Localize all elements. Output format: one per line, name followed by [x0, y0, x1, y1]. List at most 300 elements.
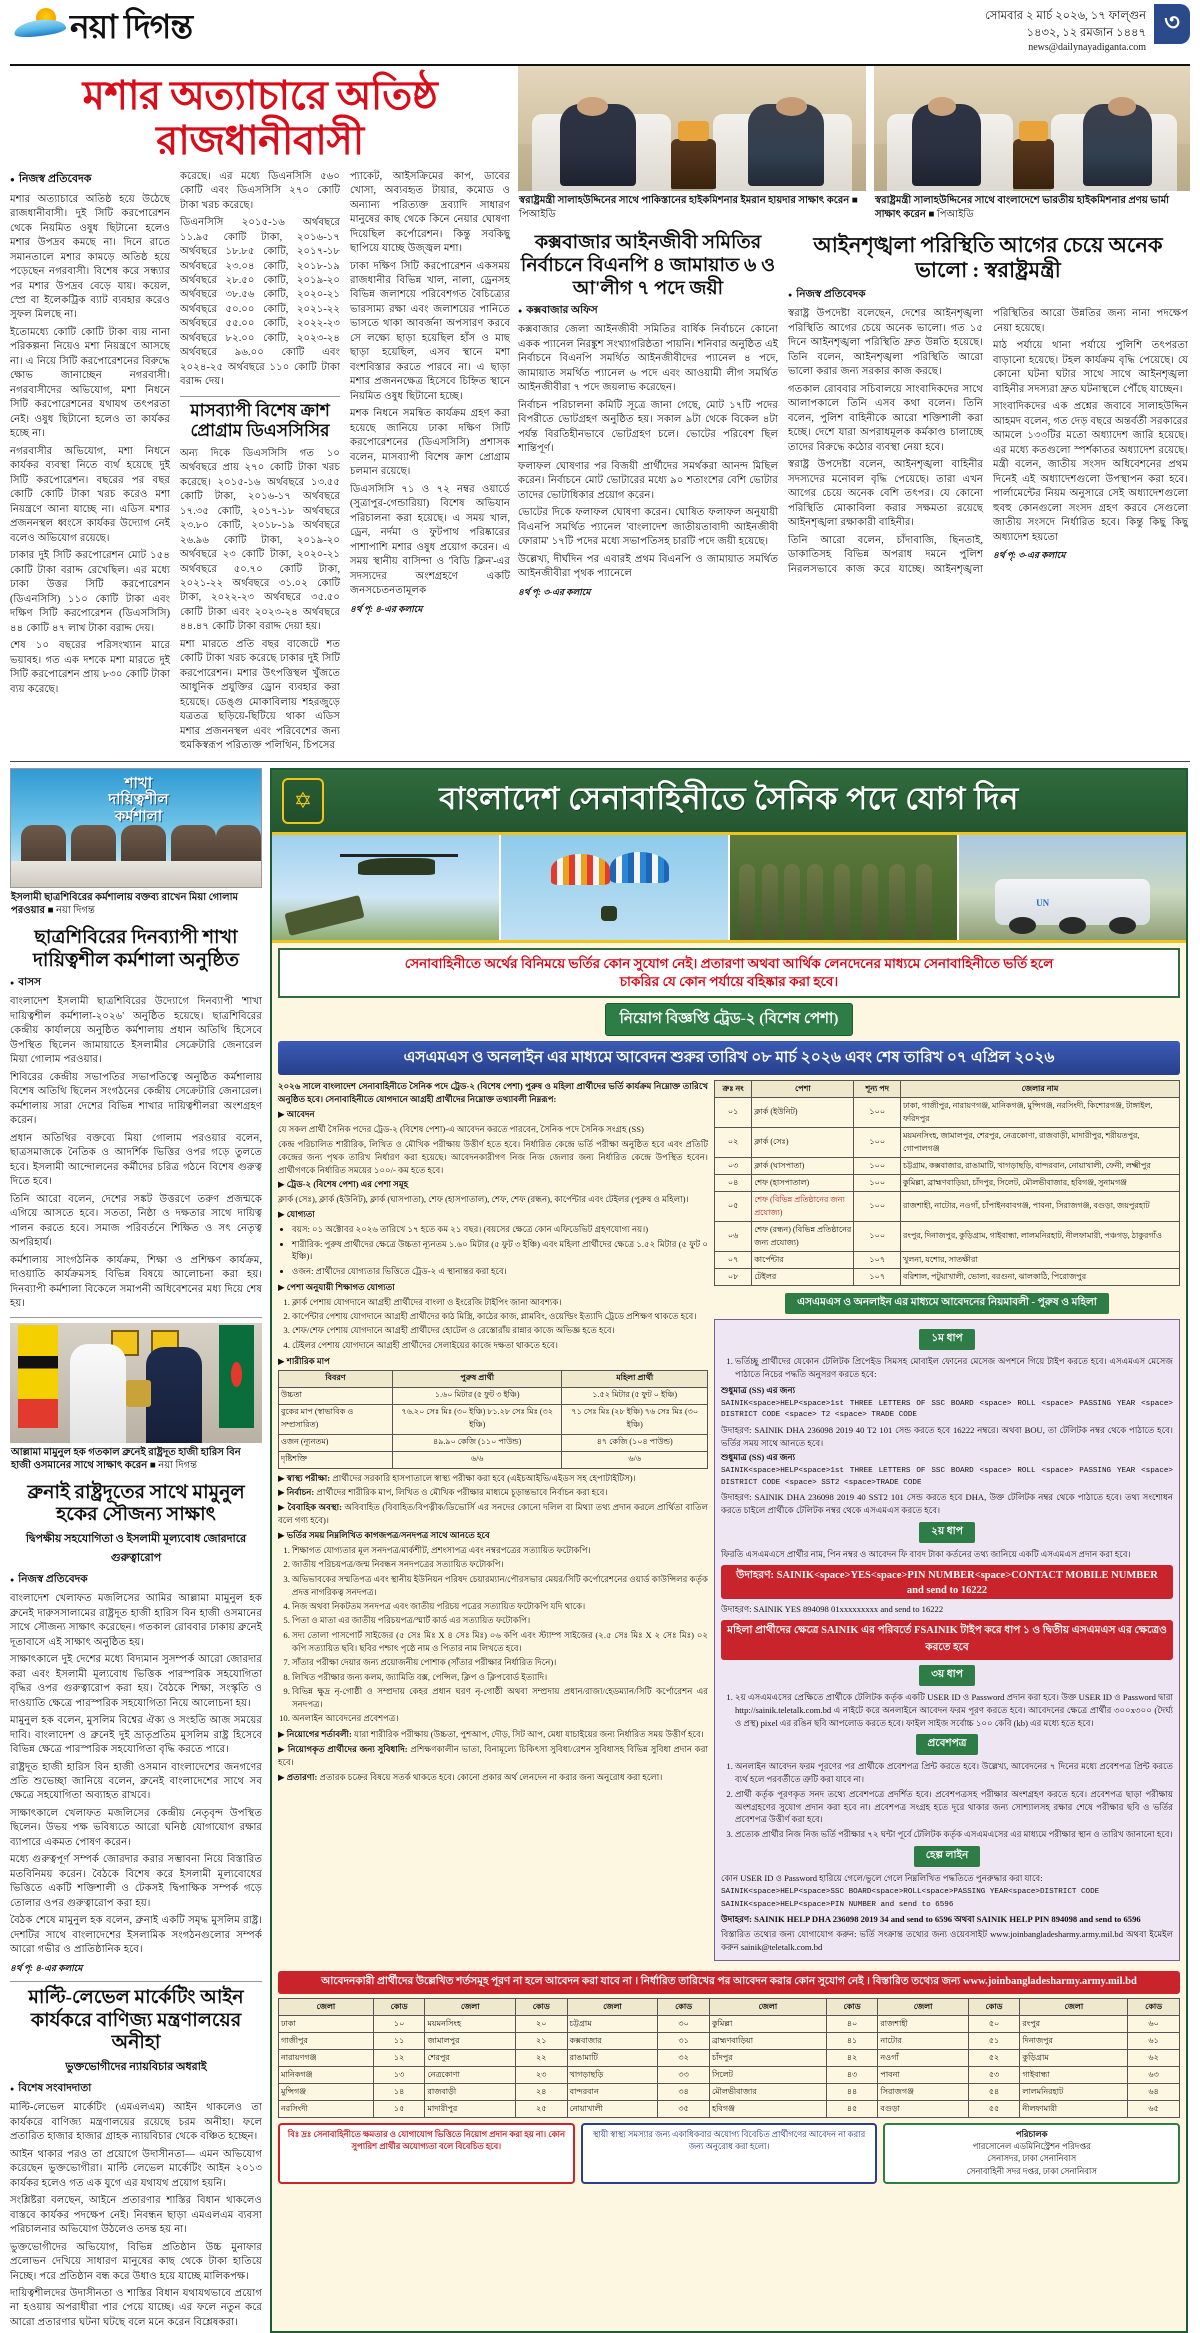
hm-p2: গতকাল রোববার সচিবালয়ে সাংবাদিকদের সাথে আলাপকালে তিনি এসব কথা বলেন। তিনি বলেন, পুলিশ বাহিনীকে আরো শক্তিশালী করা হচ্ছে। দেশে যারা অপরাধমূলক কর্মকাণ্ড চালাচ্ছে তাদের বিরুদ্ধে কঠোর ব্যবস্থা নেয়া হবে। — [788, 383, 983, 453]
footer-box-3-line-3: সেনাবাহিনী সদর দপ্তর, ঢাকা সেনানিবাস — [966, 2166, 1097, 2176]
district-name-cell: বান্দরবান — [567, 2084, 658, 2101]
sec11-title: ▶ নিয়োগকৃত প্রার্থীদের জন্য সুবিধাদি: প্রশিক্ষণকালীন ভাতা, বিনামূল্যে চিকিৎসা সুবিধা/রেশন সুবিধাসহ বিভিন্ন সুবিধা প্রদান করা হবে। — [278, 1743, 708, 1767]
brunei-p3: মামুনুল হক বলেন, মুসলিম বিশ্বের ঐক্য ও সংহতি আজ সময়ের দাবি। বাংলাদেশ ও ব্রুনেই দুই ভ্রাতৃপ্রতিম মুসলিম রাষ্ট্র হিসেবে বিভিন্ন ক্ষেত্রে পারস্পরিক সহযোগিতা বৃদ্ধি করতে পারে। — [10, 1715, 262, 1756]
sec9-title: ▶ ভর্তির সময় নিম্নলিখিত কাগজপত্র/সনদপত্র সাথে আনতে হবে — [278, 1530, 490, 1541]
dth-1: কোড — [373, 1999, 425, 2016]
lead-c3-p4: ডিএসসিসি ৭১ ও ৭২ নম্বর ওয়ার্ডে (সুত্রাপুর-গেন্ডারিয়া) বিশেষ অভিযান পরিচালনা করা হয়েছে। এ সময় খাল, ড্রেন, নর্দমা ও ফুটপাথ পরিষ্কারের পাশাপাশি মশার ওষুধ প্রয়োগ করেন। এ সময় স্থানীয় বাসিন্দা ও 'বিডি ক্লিন'-এর সদস্যদের অংশগ্রহণে একটি জনসচেতনতামূলক — [350, 483, 510, 597]
cb-p2: নির্বাচন পরিচালনা কমিটি সূত্রে জানা গেছে, মোট ১৭টি পদের বিপরীতে ভোটগ্রহণ অনুষ্ঠিত হয়। সকাল ৯টা থেকে বিকেল ৪টা পর্যন্ত বিরতিহীনভাবে ভোটগ্রহণ চলে। ভোটের পরিবেশ ছিল শান্তিপূর্ণ। — [518, 399, 778, 455]
district-code-cell: ৪১ — [826, 2033, 878, 2050]
table-row — [715, 1158, 1180, 1175]
sec6-title: ▶ স্বাস্থ্য পরীক্ষা: প্রার্থীদের সরকারি হাসপাতালে স্বাস্থ্য পরীক্ষা করা হবে (এইচআইভি/এইডস সহ হেপাটাইটিস)। — [278, 1472, 636, 1483]
lead-c2-p4: মশা মারতে প্রতি বছর বাজেটে শত কোটি টাকা খরচ করেছে ঢাকার দুই সিটি করপোরেশন। মশার উৎপত্তিস্থল খুঁজতে আধুনিক প্রযুক্তির ড্রোন ব্যবহার করা হয়েছে। ডেঙ্গু মোকাবিলায় শহরজুড়ে যত্রতত্র ছড়িয়ে-ছিটিয়ে থাকা এডিস মশার প্রজননস্থল এবং পরিবেশের জন্য হুমকিস্বরূপ পরিত্যক্ত পলিথিন, চিপসের — [180, 638, 340, 752]
table-row — [279, 2033, 1180, 2050]
district-code-cell: ২০ — [515, 2016, 567, 2033]
home-body-columns — [788, 307, 1188, 577]
photo-home-minister-india-envoy — [874, 66, 1190, 191]
district-name-cell: চাঁদপুর — [709, 2050, 826, 2067]
district-code-cell: ৪০ — [826, 2016, 878, 2033]
district-name-cell: নাটোর — [878, 2033, 968, 2050]
admit-item-0: 1. অনলাইন আবেদন ফরম পূরণের পর প্রার্থীকে প্রবেশপত্র প্রিন্ট করতে হবে। উল্লেখ্য, আবেদনের ৭ দিনের মধ্যে প্রবেশপত্র প্রিন্ট করতে ব্যর্থ হলে পরবর্তীতে ত্রুটি করা যাবে না। — [735, 1760, 1173, 1786]
district-code-cell: ২১ — [515, 2033, 567, 2050]
physical-measurement-table — [278, 1370, 708, 1469]
dth-5: কোড — [658, 1999, 710, 2016]
sms-line-1: SAINIK<space>HELP<space>1st THREE LETTERS OF SSC BOARD <space> ROLL <space> PASSING YEAR <space> DISTRICT CODE <space> T2 <space> TRADE CODE — [721, 1399, 1173, 1420]
dth-3: কোড — [515, 1999, 567, 2016]
lead-columns — [10, 170, 510, 757]
dth-4: জেলা — [567, 1999, 658, 2016]
sec9-item-7: 8. লিখিত পরীক্ষার জন্য কলম, জ্যামিতি বক্স, পেন্সিল, ক্লিপ ও ক্লিপবোর্ড ইত্যাদি। — [292, 1671, 708, 1684]
r0c1: ১.৬০ মিটার (৫ ফুট ৩ ইঞ্চি) — [392, 1387, 561, 1404]
sec9-item-5: 6. সদ্য তোলা পাসপোর্ট সাইজের (৫ সেঃ মিঃ X ৪ সেঃ মিঃ) ০৬ কপি এবং স্ট্যাম্প সাইজের (২.৫ সেঃ মিঃ X ২ সেঃ মিঃ) ০২ কপি সত্যায়িত ছবি। ছবির পশ্চাৎ পৃষ্ঠে নাম ও পিতার নাম লিখতে হবে। — [292, 1629, 708, 1655]
district-code-cell: ৬৫ — [1128, 2101, 1180, 2118]
contact-email[interactable]: news@dailynayadiganta.com — [1028, 42, 1146, 54]
top-zone — [10, 66, 1190, 757]
hm-p1: স্বরাষ্ট্র উপদেষ্টা বলেছেন, দেশের আইনশৃঙ্খলা পরিস্থিতি আগের চেয়ে অনেক ভালো। গত ১৫ দিনে আইনশৃঙ্খলা পরিস্থিতি দ্রুত উন্নতি হয়েছে। তিনি বলেন, আইনশৃঙ্খলা পরিস্থিতি আরো ভালো করার জন্য সরকার কাজ করছে। — [788, 308, 983, 378]
district-code-cell: ৪৪ — [826, 2084, 878, 2101]
step2-title: ২য় ধাপ — [919, 1522, 975, 1543]
sec1-title: ▶ আবেদন — [278, 1109, 315, 1120]
dth-2: জেলা — [425, 1999, 515, 2016]
lead-p4: ঢাকার দুই সিটি করপোরেশন মোট ১৫৪ কোটি টাকা বরাদ্দ রেখেছিল। এর মধ্যে ঢাকা উত্তর সিটি করপোরেশন (ডিএনসিসি) ১১০ কোটি টাকা এবং দক্ষিণ সিটি করপোরেশন (ডিএসসিসি) ৪৪ কোটি ৪৭ লাখ টাকা বরাদ্দ দেয়। — [10, 550, 170, 634]
cb-p4: ভোটের দিকে ফলাফল ঘোষণা করেন। ঘোষিত ফলাফল অনুযায়ী বিএনপি সমর্থিত প্যানেল 'বাংলাদেশ জাতীয়তাবাদী আইনজীবী ফোরাম' ১৭টি পদের মধ্যে সভাপতিসহ চারটি পদে জয়ী হয়েছে। — [518, 507, 778, 548]
help-sms-2: SAINIK<space>HELP<space>PIN NUMBER and send to 6596 — [721, 1901, 954, 1910]
district-code-cell: ২২ — [515, 2050, 567, 2067]
v6c1: কার্পেন্টার — [752, 1252, 854, 1269]
th-0: বিবরণ — [279, 1370, 393, 1387]
v4c2: ১০০ — [854, 1192, 901, 1222]
footer-box-3 — [883, 2123, 1180, 2184]
step2-example: উদাহরণ: SAINIK<space>YES<space>PIN NUMBER<space>CONTACT MOBILE NUMBER and send to 16222 — [721, 1565, 1173, 1599]
r1c1: ৭৬.২০ সেঃ মিঃ (৩০ ইঞ্চি) ৮১.২৮ সেঃ মিঃ (৩২ ইঞ্চি) — [392, 1404, 561, 1434]
sec4-item-1: 2. কার্পেন্টার পেশায় যোগদানে আগ্রহী প্রার্থীদের কাঠ মিস্ত্রি, কাঠের কাজ, প্লামবিং, ওয়েল্ডিং ইত্যাদি ট্রেডে প্রশিক্ষণ থাকতে হবে। — [292, 1310, 708, 1323]
footer-box-3-line-2: সেনাসদর, ঢাকা সেনানিবাস — [987, 2154, 1077, 2164]
lead-c3-p3: মশক নিধনে সমন্বিত কার্যক্রম গ্রহণ করা হয়েছে জানিয়ে ঢাকা দক্ষিণ সিটি করপোরেশনের (ডিএসসিসি) প্রশাসক বলেন, মাসব্যাপী বিশেষ ক্রাশ প্রোগ্রাম চলমান রয়েছে। — [350, 408, 510, 478]
district-name-cell: বগুড়া — [878, 2101, 968, 2118]
district-code-cell: ৪৫ — [826, 2101, 878, 2118]
district-code-cell: ৪৩ — [826, 2067, 878, 2084]
step1-list — [735, 1355, 1173, 1381]
district-name-cell: হবিগঞ্জ — [709, 2101, 826, 2118]
district-code-table — [278, 1998, 1180, 2118]
shibir-workshop-photo — [11, 769, 261, 887]
mlm-kicker: ভুক্তভোগীদের ন্যায়বিচার অধরাই — [65, 2061, 207, 2074]
army-ad-left-col — [278, 1080, 708, 1961]
hm-jump[interactable]: ৪র্থ পৃ: ৩-এর কলামে — [993, 550, 1066, 561]
shibir-p3: প্রধান অতিথির বক্তব্যে মিয়া গোলাম পরওয়ার বলেন, ছাত্রসমাজকে নৈতিক ও আদর্শিক ভিত্তির ওপর গড়ে তুলতে হবে। ইসলামী আন্দোলনের কর্মীদের চরিত্র গঠনে বিশেষ গুরুত্ব দিতে হবে। — [10, 1132, 262, 1188]
lead-c2-p1: করেছে। এর মধ্যে ডিএনসিসি ৫৬০ কোটি এবং ডিএসসিসি ২৭০ কোটি টাকা খরচ করেছে। — [180, 170, 340, 211]
district-header-row — [279, 1999, 1180, 2016]
district-name-cell: জামালপুর — [425, 2033, 515, 2050]
sec7-title: ▶ নির্বাচন: প্রার্থীদের শারীরিক মাপ, লিখিত ও মৌখিক পরীক্ষার মাধ্যমে চূড়ান্তভাবে নির্বাচন করা হবে। — [278, 1487, 608, 1498]
sec3-item-1: • শারীরিক: পুরুষ প্রার্থীদের ক্ষেত্রে উচ্চতা ন্যূনতম ১.৬০ মিটার (৫ ফুট ৩ ইঞ্চি) এবং মহিলা প্রার্থীদের ক্ষেত্রে ১.৫২ মিটার (৫ ফুট ০ ইঞ্চি)। — [292, 1238, 708, 1264]
mlm-p5: দায়িত্বশীলদের উদাসীনতা ও শাস্তির বিধান যথাযথভাবে প্রয়োগ না হওয়ায় অপরাধীরা পার পেয়ে যাচ্ছে। এর ফলে নতুন করে আরো প্রতারণার ঘটনা ঘটছে বলে মনে করেন বিশ্লেষকরা। — [10, 2288, 262, 2328]
v3c1: শেফ (হাসপাতাল) — [752, 1175, 854, 1192]
date-line-1: সোমবার ২ মার্চ ২০২৬, ১৭ ফাল্গুন — [985, 10, 1146, 22]
v6c2: ১০৭ — [854, 1252, 901, 1269]
step1-title-wrap — [721, 1328, 1173, 1350]
lead-p5: শেষ ১০ বছরের পরিসংখ্যান মারে ভয়াবহ। গত এক দশকে মশা মারতে দুই সিটি করপোরেশন প্রায় ৮৩০ কোটি টাকা ব্যয় করেছে। — [10, 640, 170, 695]
admit-card-title: প্রবেশপত্র — [916, 1734, 979, 1755]
newspaper-logo[interactable] — [10, 6, 192, 52]
hm-p6: সাংবাদিকদের এক প্রশ্নের জবাবে সালাহউদ্দিন আহমদ বলেন, গত দেড় বছরে অন্তর্বর্তী সরকারের আমলে ১৩৩টির মতো অধ্যাদেশ জারি হয়েছে। এর মধ্যে কতগুলো স্পর্শকাতর অধ্যাদেশ রয়েছে। মন্ত্রী বলেন, জাতীয় সংসদ অধিবেশনের প্রথম দিনেই এই অধ্যাদেশগুলো উপস্থাপন করা হবে। পার্লামেন্টের নিয়ম অনুসারে সেই অধ্যাদেশগুলো হুবহু কোনগুলো সংসদ গ্রহণ করবে সেগুলো জাতীয় সংসদে নির্ধারিত হবে। কিন্তু কিছু কিছু অধ্যাদেশ হয়তো — [993, 401, 1188, 543]
district-code-cell: ৩৪ — [658, 2084, 710, 2101]
table-row — [279, 2050, 1180, 2067]
footer-box-3-title: পরিচালক — [1015, 2130, 1048, 2140]
army-crest-icon: ✡ — [282, 778, 324, 824]
v2c2: ১০০ — [854, 1158, 901, 1175]
lead-jump-line[interactable]: ৪র্থ পৃ: ৪-এর কলামে — [350, 603, 423, 614]
step3-title-wrap — [721, 1664, 1173, 1686]
table-row — [715, 1269, 1180, 1286]
photo-caption-1: স্বরাষ্ট্রমন্ত্রী সালাহউদ্দিনের সাথে পাকিস্তানের হাইকমিশনার ইমরান হায়দার সাক্ষাৎ করেন ■ পিআইডি — [519, 195, 858, 220]
dth-7: কোড — [826, 1999, 878, 2016]
female-applicant-note: মহিলা প্রার্থীদের ক্ষেত্রে SAINIK এর পরিবর্তে FSAINIK টাইপ করে ধাপ ১ ও দ্বিতীয় এসএমএস এর ক্ষেত্রেও করতে হবে — [721, 1620, 1173, 1660]
brunei-p1: বাংলাদেশ খেলাফত মজলিসের আমির আল্লামা মামুনুল হক ব্রুনেই দারুসসালামের রাষ্ট্রদূত হাজী হারিস বিন হাজী ওসমানের সাথে সৌজন্য সাক্ষাৎ করেছেন। গতকাল রোববার ঢাকায় ব্রুনেই দূতাবাসে এই সাক্ষাৎ অনুষ্ঠিত হয়। — [10, 1593, 262, 1648]
district-name-cell: গাজীপুর — [279, 2033, 374, 2050]
district-code-cell: ৩৫ — [658, 2101, 710, 2118]
footer-box-3-line-1: পারসোনেল এডমিনিস্ট্রেশন পরিদপ্তর — [972, 2142, 1091, 2152]
v1c2: ১০০ — [854, 1128, 901, 1158]
table-row — [715, 1098, 1180, 1128]
table-row — [715, 1128, 1180, 1158]
brunei-p6: মধ্যে গুরুত্বপূর্ণ সম্পর্ক জোরদার করার সম্ভাবনা নিয়ে বিস্তারিত মতবিনিময় করেন। বৈঠকে বিশেষ করে ইসলামী মূল্যবোধের ভিত্তিতে একটি শক্তিশালী ও টেকসই দ্বিপাক্ষিক সম্পর্ক গড়ে তোলার ওপর গুরুত্বারোপ করা হয়। — [10, 1854, 262, 1909]
sec4-item-3: 4. টেইলর পেশায় যোগদানে আগ্রহী প্রার্থীদের সেলাইয়ের কাজে দক্ষতা থাকতে হবে। — [292, 1339, 708, 1352]
lead-c3-p2: ঢাকা দক্ষিণ সিটি করপোরেশন একসময় রাজধানীর বিভিন্ন খাল, নালা, ড্রেনসহ বিভিন্ন জলাশয়ে পরিবেশগত বৈচিত্র্যের ভারসাম্য রক্ষা এবং জলাশয়ের পানিতে ভাসতে থাকা আবর্জনা অপসারণ করবে সে লক্ষ্যে ছাড়া হয়েছিল হাঁস ও মাছ ছাড়া হয়েছিল, এসব স্থানে মশা বংশবিস্তার করতে পারবে না। এ ছাড়া মশার প্রজননক্ষেত্র হিসেবে চিহ্নিত স্থানে নিয়মিত ওষুধ ছিটানো হচ্ছে। — [350, 260, 510, 402]
district-code-cell: ৬২ — [1128, 2050, 1180, 2067]
sms-steps-panel — [714, 1319, 1180, 1961]
right-stories — [518, 227, 1190, 600]
hm-p3: স্বরাষ্ট্র উপদেষ্টা বলেন, আইনশৃঙ্খলা বাহিনীর সদস্যদের মনোবল বৃদ্ধি পেয়েছে। তারা এখন আগের চেয়ে অনেক বেশি তৎপর। যে কোনো পরিস্থিতি মোকাবিলা করার সক্ষমতা রয়েছে আইনশৃঙ্খলা রক্ষাকারী বাহিনীর। — [788, 459, 983, 529]
sec1-text: যে সকল প্রার্থী সৈনিক পদের ট্রেড-২ (বিশেষ পেশা)-এ আবেদন করতে পারবেন, সৈনিক পদে সৈনিক সংগ্রহ (SS) — [278, 1123, 644, 1134]
army-recruitment-ad — [270, 768, 1188, 2333]
th-1: পুরুষ প্রার্থী — [392, 1370, 561, 1387]
v1c0: ০২ — [715, 1128, 752, 1158]
mlm-byline: ● বিশেষ সংবাদদাতা — [10, 2081, 262, 2098]
v7c0: ০৮ — [715, 1269, 752, 1286]
district-name-cell: চট্টগ্রাম — [567, 2016, 658, 2033]
district-name-cell: মৌলভীবাজার — [709, 2084, 826, 2101]
vacancy-header-row — [715, 1081, 1180, 1098]
shibir-caption: ইসলামী ছাত্রশিবিরের কর্মশালায় বক্তব্য রাখেন মিয়া গোলাম পরওয়ার ■ নয়া দিগন্ত — [11, 891, 239, 917]
step1-item-0: 1. ভর্তিচ্ছু প্রার্থীদের যেকোন টেলিটক প্রিপেইড সিমসহ মোবাইল ফোনের মেসেজ অপশনে গিয়ে টাইপ করতে হবে। এসএমএস মেসেজ পাঠাতে নিচের পদ্ধতি অনুসরণ করতে হবে: — [735, 1355, 1173, 1381]
lead-c2-p2: ডিএনসিসি ২০১৫-১৬ অর্থবছরে ১১.৯৫ কোটি টাকা, ২০১৬-১৭ অর্থবছরে ১৮.৮৫ কোটি, ২০১৭-১৮ অর্থবছরে ২৩.০৪ কোটি, ২০১৮-১৯ অর্থবছরে ২৮.৫০ কোটি, ২০১৯-২০ অর্থবছরে ৩৮.৫৬ কোটি, ২০২০-২১ অর্থবছরে ৫০.০০ কোটি, ২০২১-২২ অর্থবছরে ৫৫.০০ কোটি, ২০২২-২৩ অর্থবছরে ৮২.০০ কোটি, ২০২৩-২৪ অর্থবছরে ৯৬.০০ কোটি এবং ২০২৪-২৫ অর্থবছরে ১১০ কোটি টাকা বরাদ্দ দেয়। — [180, 217, 340, 388]
district-code-cell: ৫৫ — [968, 2101, 1020, 2118]
table-row — [715, 1222, 1180, 1252]
photo-block-2 — [874, 66, 1190, 225]
help-sms-1: SAINIK<space>HELP<space>SSC BOARD<space>ROLL<space>PASSING YEAR<space>DISTRICT CODE — [721, 1887, 1100, 1896]
table-row — [715, 1252, 1180, 1269]
district-code-cell: ১০ — [373, 2016, 425, 2033]
table-row — [279, 2067, 1180, 2084]
photo-caption-2: স্বরাষ্ট্রমন্ত্রী সালাহউদ্দিনের সাথে বাংলাদেশে ভারতীয় হাইকমিশনার প্রণয় ভার্মা সাক্ষাৎ করেন ■ পিআইডি — [875, 195, 1170, 220]
mlm-p2: আইন থাকার পরও তা প্রয়োগে উদাসীনতা— এমন অভিযোগ করেছেন ভুক্তভোগীরা। মাল্টি লেভেল মার্কেটিং আইন ২০১৩ কার্যকর হলেও গত এক যুগে এর যথাযথ প্রয়োগ হয়নি। — [10, 2148, 262, 2189]
mlm-p1: মাল্টি-লেভেল মার্কেটিং (এমএলএম) আইন থাকলেও তা কার্যকরে বাণিজ্য মন্ত্রণালয়ের রয়েছে চরম অনীহা। ফলে প্রতারিত হাজার হাজার গ্রাহক ন্যায়বিচার থেকে বঞ্চিত হচ্ছেন। — [10, 2102, 262, 2143]
parachute-photo — [501, 835, 730, 940]
cb-p1: কক্সবাজার জেলা আইনজীবী সমিতির বার্ষিক নির্বাচনে কোনো একক প্যানেল নিরঙ্কুশ সংখ্যাগরিষ্ঠতা পায়নি। শনিবার অনুষ্ঠিত এই নির্বাচনে বিএনপি সমর্থিত আইনজীবীদের প্যানেল ৪ পদে, জামায়াত সমর্থিত প্যানেল ৬ পদে এবং আওয়ামী লীগ সমর্থিত আইনজীবীরা ৭ পদে জয়লাভ করেছেন। — [518, 324, 778, 394]
district-name-cell: রাঙামাটি — [567, 2050, 658, 2067]
district-name-cell: নোয়াখালী — [567, 2101, 658, 2118]
r3c0: দৃষ্টিশক্তি — [279, 1451, 393, 1468]
sec2-text: ক্লার্ক (সেঃ), ক্লার্ক (ইউনিট), ক্লার্ক (ঘাসপাতা), শেফ (হাসপাতাল), শেফ, শেফ (রন্ধন), কার্পেন্টার এবং টেইলর (পুরুষ ও মহিলা)। — [278, 1194, 689, 1205]
army-photo-strip — [272, 835, 1186, 943]
sec1-text2: কেন্দ্র পরিচালিত শারীরিক, লিখিত ও মৌখিক পরীক্ষায় উত্তীর্ণ হতে হবে। নির্ধারিত কেন্দ্রে ভর্তি পরীক্ষা অনুষ্ঠিত হবে এবং প্রতিটি কেন্দ্রের জন্য পৃথক তারিখ নির্ধারণ করা হয়েছে। আবেদনকারীগণ নিজ নিজ জেলার জন্য নির্ধারিত কেন্দ্রে উপস্থিত হবেন। প্রার্থীগণকে নির্ধারিত সময়ের ১০০/- কম হতে হবে। — [278, 1138, 708, 1175]
district-name-cell: শেরপুর — [425, 2050, 515, 2067]
district-code-cell: ৩১ — [658, 2033, 710, 2050]
brunei-kicker: দ্বিপক্ষীয় সহযোগিতা ও ইসলামী মূল্যবোধ জোরদারে গুরুত্বারোপ — [25, 1533, 247, 1565]
table-row — [279, 2084, 1180, 2101]
district-name-cell: কুমিল্লা — [709, 2016, 826, 2033]
r1c0: বুকের মাপ (স্বাভাবিক ও সম্প্রসারিত) — [279, 1404, 393, 1434]
cb-p3: ফলাফল ঘোষণার পর বিজয়ী প্রার্থীদের সমর্থকরা আনন্দ মিছিল করেন। নির্বাচনে মোট ভোটারের মধ্যে ৯০ শতাংশের বেশি ভোটার তাদের ভোটাধিকার প্রয়োগ করেন। — [518, 460, 778, 501]
district-code-cell: ৫২ — [968, 2050, 1020, 2067]
sms-format-label-2: শুধুমাত্র (SS) এর জন্য — [721, 1452, 796, 1463]
district-name-cell: নারায়ণগঞ্জ — [279, 2050, 374, 2067]
v4c3: রাজশাহী, নাটোর, নওগাঁ, চাঁপাইনবাবগঞ্জ, পাবনা, সিরাজগঞ্জ, বগুড়া, জয়পুরহাট — [900, 1192, 1179, 1222]
sec3-item-0: • বয়স: ০১ অক্টোবর ২০২৬ তারিখে ১৭ হতে কম ২১ বছর। (বয়সের ক্ষেত্রে কোন এফিডেভিট গ্রহণযোগ্য নয়।) — [292, 1223, 708, 1236]
sec2-title: ▶ ট্রেড-২ (বিশেষ পেশা) এর পেশা সমূহ — [278, 1179, 409, 1190]
district-code-cell: ২৫ — [515, 2101, 567, 2118]
top-right-zone — [518, 66, 1190, 757]
v5c0: ০৬ — [715, 1222, 752, 1252]
cb-jump[interactable]: ৪র্থ পৃ: ৩-এর কলামে — [518, 586, 591, 597]
district-name-cell: মুন্সিগঞ্জ — [279, 2084, 374, 2101]
district-name-cell: গাইবান্ধা — [1020, 2067, 1128, 2084]
photo-home-minister-pak-envoy — [518, 66, 866, 191]
section-rule — [10, 761, 1190, 762]
lead-p1: মশার অত্যাচারে অতিষ্ঠ হয়ে উঠেছে রাজধানীবাসী। দুই সিটি করপোরেশন থেকে নিয়মিত ওষুধ ছিটানো হলেও মশার উপদ্রব কমছে না। দিনে রাতে সমানতালে মশার কামড়ে অতিষ্ঠ হয়ে পড়েছেন নগরবাসী। বিশেষ করে সন্ধ্যার পর মশার উপদ্রব বেড়ে যায়। কয়েল, স্প্রে বা ইলেকট্রিক ব্যাট ব্যবহার করেও সুফল মিলছে না। — [10, 193, 170, 321]
lead-col-3 — [350, 170, 510, 757]
army-ad-body — [272, 1080, 1186, 1967]
photo-block-1 — [518, 66, 866, 225]
shibir-p4: তিনি আরো বলেন, দেশের সঙ্কট উত্তরণে তরুণ প্রজন্মকে এগিয়ে আসতে হবে। সততা, নিষ্ঠা ও দক্ষতার সাথে দায়িত্ব পালন করতে হবে। সমাজ পরিবর্তনে শিক্ষিত ও সৎ নেতৃত্ব অপরিহার্য। — [10, 1193, 262, 1249]
masthead-right — [985, 6, 1190, 56]
sec10-title: ▶ নিয়োগের শর্তাবলী: যারা শারীরিক পরীক্ষায় (উচ্চতা, পুশআপ, দৌড়, সিট আপ, মেধা যাচাইয়ের জন্য নির্ধারিত সময় উত্তীর্ণ হবে। — [278, 1729, 704, 1740]
lead-story — [10, 66, 510, 757]
top-photo-row — [518, 66, 1190, 225]
dth-10: জেলা — [1020, 1999, 1128, 2016]
district-name-cell: দিনাজপুর — [1020, 2033, 1128, 2050]
sms-line-2: SAINIK<space>HELP<space>1st THREE LETTERS OF SSC BOARD <space> ROLL <space> PASSING YEAR <space> DISTRICT CODE <space> SST2 <space>TRADE CODE — [721, 1467, 1173, 1487]
help-email[interactable]: বিস্তারিত তথ্যের জন্য যোগাযোগ করুন: ভর্তি সংক্রান্ত তথ্যের জন্য ওয়েবসাইট www.joinbangladesharmy.army.mil.bd অথবা ইমেইল করুন sainik@teletalk.com.bd — [721, 1929, 1173, 1953]
step2-text: ফিরতি এসএমএসে প্রার্থীর নাম, পিন নম্বর ও আবেদন ফি বাবদ টাকা কর্তনের তথ্য জানিয়ে একটি এসএমএস প্রদান করা হবে। — [721, 1548, 1131, 1559]
brunei-p5: সাক্ষাৎকালে খেলাফত মজলিসের কেন্দ্রীয় নেতৃবৃন্দ উপস্থিত ছিলেন। উভয় পক্ষ ভবিষ্যতে আরো ঘনিষ্ঠ যোগাযোগ রক্ষার ব্যাপারে একমত পোষণ করেন। — [10, 1807, 262, 1848]
sms-line-1-note: উদাহরণ: SAINIK DHA 236098 2019 40 T2 101 সেন্ড করতে হবে 16222 নম্বরে। অথবা BOU, তা টেলিটক নম্বর থেকে পাঠাতে হবে। ভর্তির সময় সাথে আনতে হবে। — [721, 1424, 1173, 1448]
vacancy-district-table — [714, 1080, 1180, 1286]
r0c2: ১.৫২ মিটার (৫ ফুট ০ ইঞ্চি) — [562, 1387, 708, 1404]
lead-p2: ইতোমধ্যে কোটি কোটি টাকা ব্যয় নানা পরিকল্পনা নিয়েও মশা নিয়ন্ত্রণে আসছে না। এ নিয়ে সিটি করপোরেশনের বিরুদ্ধে ক্ষোভ জানাচ্ছেন নগরবাসী। নগরবাসীদের অভিযোগ, মশা নিধনে সিটি করপোরেশনের যথাযথ তৎপরতা নেই। ওষুধ ছিটানো হলেও তা কার্যকর হচ্ছে না। — [10, 326, 170, 440]
v7c2: ১০৭ — [854, 1269, 901, 1286]
district-code-cell: ৬৩ — [1128, 2067, 1180, 2084]
v7c3: বরিশাল, পটুয়াখালী, ভোলা, বরগুনা, ঝালকাঠি, পিরোজপুর — [900, 1269, 1179, 1286]
district-name-cell: নরসিংদী — [279, 2101, 374, 2118]
sec5-title: ▶ শারীরিক মাপ — [278, 1355, 330, 1366]
sec9-item-0: 1. শিক্ষাগত যোগ্যতার মূল সনদপত্র/মার্কশীট, প্রশংসাপত্র এবং নম্বরপত্রের সত্যায়িত ফটোকপি। — [292, 1544, 708, 1557]
sms-title-wrap — [714, 1292, 1180, 1314]
sec9-item-3: 4. নিজ অথবা নিকটতম সনদপত্র এবং জাতীয় পরিচয় পত্রের সত্যায়িত ফটোকপি যদি থাকে। — [292, 1600, 708, 1613]
district-code-cell: ৬০ — [1128, 2016, 1180, 2033]
sec9-item-4: 5. পিতা ও মাতা এর জাতীয় পরিচয়পত্র/স্মার্ট কার্ড এর সত্যায়িত ফটোকপি। — [292, 1614, 708, 1627]
brunei-headline: ব্রুনাই রাষ্ট্রদূতের সাথে মামুনুল হকের সৌজন্য সাক্ষাৎ — [27, 1481, 245, 1526]
sec8-title: ▶ বৈবাহিক অবস্থা: অবিবাহিত (বিবাহিত/বিপত্নীক/ডিভোর্সি এর সনদের কোনো দলিল বা মিথ্যা তথ্য প্রদান করলে প্রার্থিতা বাতিল বলে গণ্য হবে)। — [278, 1502, 708, 1526]
district-name-cell: ময়মনসিংহ — [425, 2016, 515, 2033]
district-code-cell: ২৪ — [515, 2084, 567, 2101]
table-row — [279, 1451, 708, 1468]
coxsbazar-headline: কক্সবাজার আইনজীবী সমিতির নির্বাচনে বিএনপি ৪ জামায়াত ৬ ও আ'লীগ ৭ পদে জয়ী — [520, 232, 776, 299]
sec3-list — [292, 1223, 708, 1278]
dth-11: কোড — [1128, 1999, 1180, 2016]
v7c1: টেইলর — [752, 1269, 854, 1286]
sms-format-label-1: শুধুমাত্র (SS) এর জন্য — [721, 1385, 796, 1396]
help-example: উদাহরণ: SAINIK HELP DHA 236098 2019 34 and send to 6596 অথবা SAINIK HELP PIN 894098 and send to 6596 — [721, 1914, 1141, 1925]
v4c1: শেফ (বিভিন্ন প্রতিষ্ঠানের জন্য প্রযোজ্য) — [752, 1192, 854, 1222]
brunei-meeting-photo — [10, 1323, 262, 1443]
district-code-cell: ১৩ — [373, 2067, 425, 2084]
admit-list — [735, 1760, 1173, 1840]
army-ad-title: বাংলাদেশ সেনাবাহিনীতে সৈনিক পদে যোগ দিন — [439, 780, 1019, 816]
v5c2: ১০০ — [854, 1222, 901, 1252]
district-name-cell: ঢাকা — [279, 2016, 374, 2033]
sec9-item-1: 2. জাতীয় পরিচয়পত্র/জন্ম নিবন্ধন সনদপত্রের সত্যায়িত ফটোকপি। — [292, 1558, 708, 1571]
ad-footer-red-note: আবেদনকারী প্রার্থীদের উল্লেখিত শর্তসমূহ পূরণ না হলে আবেদন করা যাবে না । নির্ধারিত তারিখের পর আবেদন করার কোন সুযোগ নেই । বিস্তারিত তথ্যের জন্য www.joinbangladesharmy.army.mil.bd — [278, 1971, 1180, 1994]
brunei-byline: ● নিজস্ব প্রতিবেদক — [10, 1572, 262, 1589]
table-row — [715, 1192, 1180, 1222]
shibir-photo-ad — [10, 768, 262, 888]
left-column — [10, 768, 262, 2333]
hm-p5: মাঠ পর্যায়ে থানা পর্যায়ে পুলিশি তৎপরতা বাড়ানো হয়েছে। টহল কার্যক্রম বৃদ্ধি পেয়েছে। যে কোনো ঘটনা ঘটার সাথে সাথে আইনশৃঙ্খলা বাহিনীর সদস্যরা দ্রুত ঘটনাস্থলে পৌঁছে যাচ্ছেন। — [993, 340, 1188, 395]
district-code-cell: ৫১ — [968, 2033, 1020, 2050]
notice-title-wrap — [272, 1003, 1186, 1036]
admit-item-2: 3. প্রত্যেক প্রার্থীর নিজ নিজ ভর্তি পরীক্ষার ৭২ ঘন্টা পূর্বে টেলিটক কর্তৃক এসএমএসের এর মাধ্যমে পরীক্ষার স্থান ও তারিখ জানানো হবে। — [735, 1828, 1173, 1841]
district-name-cell: নওগাঁ — [878, 2050, 968, 2067]
story-home-minister — [788, 227, 1188, 600]
notice-title: নিয়োগ বিজ্ঞপ্তি ট্রেড-২ (বিশেষ পেশা) — [605, 1003, 854, 1036]
left-divider-2 — [10, 1981, 262, 1982]
district-name-cell: খাগড়াছড়ি — [567, 2067, 658, 2084]
sec9-item-2: 3. অভিভাবকের সম্মতিপত্র এবং স্থানীয় ইউনিয়ন পরিষদ চেয়ারম্যান/পৌরসভার মেয়র/সিটি কর্পোরেশনের ওয়ার্ড কাউন্সিলর কর্তৃক প্রদত্ত নাগরিকত্ব সনদপত্র। — [292, 1573, 708, 1599]
district-code-cell: ১২ — [373, 2050, 425, 2067]
help-title-wrap — [721, 1845, 1173, 1867]
army-ad-banner — [272, 770, 1186, 835]
district-code-cell: ৫০ — [968, 2016, 1020, 2033]
ad-footer-strip — [272, 2123, 1186, 2190]
step2-note: উদাহরণ: SAINIK YES 894098 01xxxxxxxxx and send to 16222 — [721, 1603, 944, 1614]
district-name-cell: সিরাজগঞ্জ — [878, 2084, 968, 2101]
cb-p5: উল্লেখ্য, দীর্ঘদিন পর এবারই প্রথম বিএনপি ও জামায়াত সমর্থিত আইনজীবীরা পৃথক প্যানেলে — [518, 553, 778, 580]
shibir-p1: বাংলাদেশ ইসলামী ছাত্রশিবিরের উদ্যোগে দিনব্যাপী 'শাখা দায়িত্বশীল কর্মশালা-২০২৬' অনুষ্ঠিত হয়েছে। ছাত্রশিবিরের কেন্দ্রীয় কার্যালয়ে অনুষ্ঠিত কর্মশালায় প্রধান অতিথি হিসেবে উপস্থিত ছিলেন জামায়াতে ইসলামীর সেক্রেটারি জেনারেল মিয়া গোলাম পরওয়ার। — [10, 996, 262, 1066]
left-divider-1 — [10, 1317, 262, 1318]
footer-box-2: স্থায়ী স্বাস্থ্য সমস্যার জন্য একাধিকবার অযোগ্য বিবেচিত প্রার্থীগণের আবেদন না করার জন্য অনুরোধ করা হলো। — [581, 2123, 878, 2184]
dth-0: জেলা — [279, 1999, 374, 2016]
help-text: কোন USER ID ও Password হারিয়ে গেলে/ভুলে গেলে নিম্নলিখিত পদ্ধতিতে পুনরুদ্ধার করা যাবে: — [721, 1872, 1043, 1883]
admit-item-1: 2. প্রার্থী কর্তৃক পূরণকৃত সনদ তথ্যে প্রবেশপত্রে প্রদর্শিত হবে। প্রবেশপত্রসহ পরীক্ষার অংশগ্রহণ করতে হবে। প্রবেশপত্র ছাড়া পরীক্ষায় অংশগ্রহণের সুযোগ প্রদান করা হবে না। প্রবেশপত্র সংগ্রহ হতে দূরে থাকার জন্য সোশ্যালসহ রক্ষার শেষে পরীক্ষার ছবি ও ভর্তির প্রবেশপত্র উত্তীর্ণ করা হবে। — [735, 1788, 1173, 1827]
army-ad-warning — [278, 948, 1180, 998]
v2c1: ক্লার্ক (ঘাসপাতা) — [752, 1158, 854, 1175]
sec9-item-8: 9. বিভিন্ন ক্ষুদ্র নৃ-গোষ্ঠী ও সম্প্রদায় কেহর প্রধান ঘরণ নৃ-গোষ্ঠী অথবা সম্প্রদায় প্রধান/রাজা/হেডম্যান/সিটি কর্পোরেশন এর সনদপত্র। — [292, 1685, 708, 1711]
troops-formation-photo — [730, 835, 959, 940]
v4c0: ০৫ — [715, 1192, 752, 1222]
step3-title: ৩য় ধাপ — [919, 1665, 975, 1686]
coxsbazar-byline: ● কক্সবাজার অফিস — [518, 303, 778, 320]
lead-c3-p1: প্যাকেট, আইসক্রিমের কাপ, ডাবের খোসা, অব্যবহৃত টায়ার, কমোড ও অন্যান্য পরিত্যক্ত দ্রব্যাদি সাধারণ মানুষের কাছ থেকে কিনে নেয়ার ঘোষণা দিয়েছিল কর্পোরেশন। কিন্তু সবকিছু ছাপিয়ে যাচ্ছে উজ্জ্বল মশা। — [350, 170, 510, 255]
lead-col-1 — [10, 170, 170, 757]
table-row — [279, 1387, 708, 1404]
district-code-cell: ৪২ — [826, 2050, 878, 2067]
v1c1: ক্লার্ক (সেঃ) — [752, 1128, 854, 1158]
r1c2: ৭১ সেঃ মিঃ (২৮ ইঞ্চি) ৭৬ সেঃ মিঃ (৩০ ইঞ্চি) — [562, 1404, 708, 1434]
district-name-cell: নেত্রকোণা — [425, 2067, 515, 2084]
vth-2: শূন্য পদ — [854, 1081, 901, 1098]
table-row — [279, 2101, 1180, 2118]
sec9-item-6: 7. সাঁতার পরীক্ষা দেয়ার জন্য প্রয়োজনীয় পোশাক (সাঁতার পরীক্ষার নির্ধারিত দিনে)। — [292, 1656, 708, 1669]
army-ad-right-col — [714, 1080, 1180, 1961]
district-name-cell: ব্রাহ্মণবাড়িয়া — [709, 2033, 826, 2050]
district-code-cell: ৬৪ — [1128, 2084, 1180, 2101]
sec12-title: ▶ প্রতারণা: প্রতারক চক্রের বিষয়ে সতর্ক থাকতে হবে। কোনো প্রকার অর্থ লেনদেন না করার জন্য অনুরোধ করা হলো। — [278, 1771, 663, 1782]
helicopter-missile-photo — [272, 835, 501, 940]
sec9-item-9: 10. অনলাইন আবেদনের প্রবেশপত্র। — [292, 1712, 708, 1725]
table-row — [715, 1175, 1180, 1192]
v0c1: ক্লার্ক (ইউনিট) — [752, 1098, 854, 1128]
shibir-agency: ● বাসস — [10, 975, 262, 992]
warning-line-2: চাকরির যে কোন পর্যায়ে বহিষ্কার করা হবে। — [619, 974, 839, 990]
brunei-p4: রাষ্ট্রদূত হাজী হারিস বিন হাজী ওসমান বাংলাদেশের জনগণের প্রতি শুভেচ্ছা জানিয়ে বলেন, ব্রুনেই বাংলাদেশের সাথে সব ক্ষেত্রে সহযোগিতা অব্যাহত রাখবে। — [10, 1761, 262, 1802]
mlm-p4: ভুক্তভোগীদের অভিযোগ, বিভিন্ন প্রতিষ্ঠান উচ্চ মুনাফার প্রলোভন দেখিয়ে সাধারণ মানুষের কাছ থেকে টাকা হাতিয়ে নিচ্ছে। পরে প্রতিষ্ঠান বন্ধ করে উধাও হয়ে যাচ্ছে মালিকপক্ষ। — [10, 2241, 262, 2282]
district-code-cell: ১৫ — [373, 2101, 425, 2118]
lead-col-2 — [180, 170, 340, 757]
district-code-cell: ৫৪ — [968, 2084, 1020, 2101]
v6c3: খুলনা, যশোর, সাতক্ষীরা — [900, 1252, 1179, 1269]
vth-0: ক্রঃ নং — [715, 1081, 752, 1098]
logo-text: নয়া দিগন্ত — [70, 9, 193, 46]
masthead — [10, 6, 1190, 62]
date-line-2: ১৪৩২, ১২ রমজান ১৪৪৭ — [1026, 26, 1146, 39]
lead-p3: নগরবাসীর অভিযোগ, মশা নিধনে কার্যকর ব্যবস্থা নিতে ব্যর্থ হয়েছে দুই সিটি করপোরেশন। বছরের পর বছর কোটি কোটি টাকা খরচ করেও মশা নিয়ন্ত্রণে আনা যাচ্ছে না। এডিস মশার প্রজননস্থল ধ্বংসে কার্যকর উদ্যোগ নেই বলেও অভিযোগ রয়েছে। — [10, 445, 170, 544]
lead-headline: মশার অত্যাচারে অতিষ্ঠ রাজধানীবাসী — [82, 73, 438, 163]
dth-6: জেলা — [709, 1999, 826, 2016]
brunei-p2: সাক্ষাৎকালে দুই দেশের মধ্যে বিদ্যমান সুসম্পর্ক আরো জোরদার করা এবং ইসলামী মূল্যবোধ ভিত্তিক পারস্পরিক সহযোগিতা বৃদ্ধির ওপর গুরুত্বারোপ করা হয়। বৈঠকে শিক্ষা, সংস্কৃতি ও দাওয়াতি ক্ষেত্রে পারস্পরিক সহযোগিতা নিয়ে আলোচনা হয়। — [10, 1654, 262, 1709]
v6c0: ০৭ — [715, 1252, 752, 1269]
story-coxsbazar — [518, 227, 778, 600]
lead-subhead-dsccc: মাসব্যাপী বিশেষ ক্রাশ প্রোগ্রাম ডিএসসিসির — [180, 396, 340, 442]
shibir-p5: কর্মশালায় সাংগঠনিক কার্যক্রম, শিক্ষা ও প্রশিক্ষণ কার্যক্রম, দাওয়াতি কার্যক্রমসহ বিভিন্ন বিষয়ে আলোচনা করা হয়। দিনব্যাপী কর্মশালা বিকেলে সমাপনী অধিবেশনের মধ্য দিয়ে শেষ হয়। — [10, 1254, 262, 1310]
district-name-cell: মানিকগঞ্জ — [279, 2067, 374, 2084]
brunei-jump[interactable]: ৪র্থ পৃ: ৪-এর কলামে — [10, 1962, 83, 1973]
v3c3: কুমিল্লা, ব্রাহ্মণবাড়িয়া, চাঁদপুর, সিলেট, মৌলভীবাজার, হবিগঞ্জ, সুনামগঞ্জ — [900, 1175, 1179, 1192]
step3-item-0: 1. ২য় এসএমএসের প্রেক্ষিতে প্রার্থীকে টেলিটক কর্তৃক একটি USER ID ও Password প্রদান করা হবে। উক্ত USER ID ও Password দ্বারা http://sainik.teletalk.com.bd এ নাইটে করে অনলাইনে আবেদন ফরম পূরণ করতে হবে। আবেদনের ক্ষেত্রে প্রার্থীর ৩০০x৩০০ (দৈর্ঘ্য ও প্রস্থ) pixel এর রঙিন ছবি আপলোড করতে হবে। ফাইল সাইজ সর্বোচ্চ ১০০ কেবি (kb) এর মধ্যে হতে হবে। — [735, 1691, 1173, 1730]
help-line-title: হেল্প লাইন — [914, 1846, 981, 1867]
r2c1: ৪৯.৯০ কেজি (১১০ পাউন্ড) — [392, 1434, 561, 1451]
sms-section-title: এসএমএস ও অনলাইন এর মাধ্যমে আবেদনের নিয়মাবলী - পুরুষ ও মহিলা — [785, 1293, 1109, 1314]
hm-p4: তিনি আরো বলেন, চাঁদাবাজি, ছিনতাই, ডাকাতিসহ বিভিন্ন অপরাধ দমনে পুলিশ নিরলসভাবে কাজ করে যাচ্ছে। আইনশৃঙ্খলা পরিস্থিতির আরো উন্নতির জন্য নানা পদক্ষেপ নেয়া হয়েছে। — [788, 308, 1188, 575]
district-name-cell: রংপুর — [1020, 2016, 1128, 2033]
v0c0: ০১ — [715, 1098, 752, 1128]
district-name-cell: লালমনিরহাট — [1020, 2084, 1128, 2101]
ad-zone — [10, 768, 1190, 2333]
v0c2: ১০০ — [854, 1098, 901, 1128]
mlm-p3: সংশ্লিষ্টরা বলছেন, আইনে প্রতারণার শাস্তির বিধান থাকলেও বাস্তবে কার্যকর পদক্ষেপ নেই। নিবন্ধন ছাড়া এমএলএম ব্যবসা পরিচালনার অভিযোগ উঠলেও তদন্ত হয় না। — [10, 2195, 262, 2236]
brunei-caption: আল্লামা মামুনুল হক গতকাল ব্রুনেই রাষ্ট্রদূত হাজী হারিস বিন হাজী ওসমানের সাথে সাক্ষাৎ করেন ■ নয়া দিগন্ত — [11, 1446, 241, 1472]
district-code-cell: ২৩ — [515, 2067, 567, 2084]
admit-title-wrap — [721, 1733, 1173, 1755]
district-name-cell: সিলেট — [709, 2067, 826, 2084]
sec3-item-2: • ওজন: প্রার্থীদের যোগ্যতার ভিত্তিতে ট্রেড-২ এ স্থানান্তর করা হবে। — [292, 1265, 708, 1278]
v0c3: ঢাকা, গাজীপুর, নারায়ণগঞ্জ, মানিকগঞ্জ, মুন্সিগঞ্জ, নরসিংদী, কিশোরগঞ্জ, টাঙ্গাইল, ফরিদপুর — [900, 1098, 1179, 1128]
home-byline: ● নিজস্ব প্রতিবেদক — [788, 287, 1188, 304]
step3-list — [735, 1691, 1173, 1730]
footer-box-1: বিঃ দ্রঃ সেনাবাহিনীতে ক্ষমতার ও যোগাযোগ ভিত্তিতে নিয়োগ প্রদান করা হয় না। কোন সুপারিশ প্রার্থীর অযোগ্যতা বলে বিবেচিত হবে। — [278, 2123, 575, 2184]
shibir-headline: ছাত্রশিবিরের দিনব্যাপী শাখা দায়িত্বশীল কর্মশালা অনুষ্ঠিত — [32, 926, 240, 971]
sec4-title: ▶ পেশা অনুযায়ী শিক্ষাগত যোগ্যতা — [278, 1281, 395, 1292]
